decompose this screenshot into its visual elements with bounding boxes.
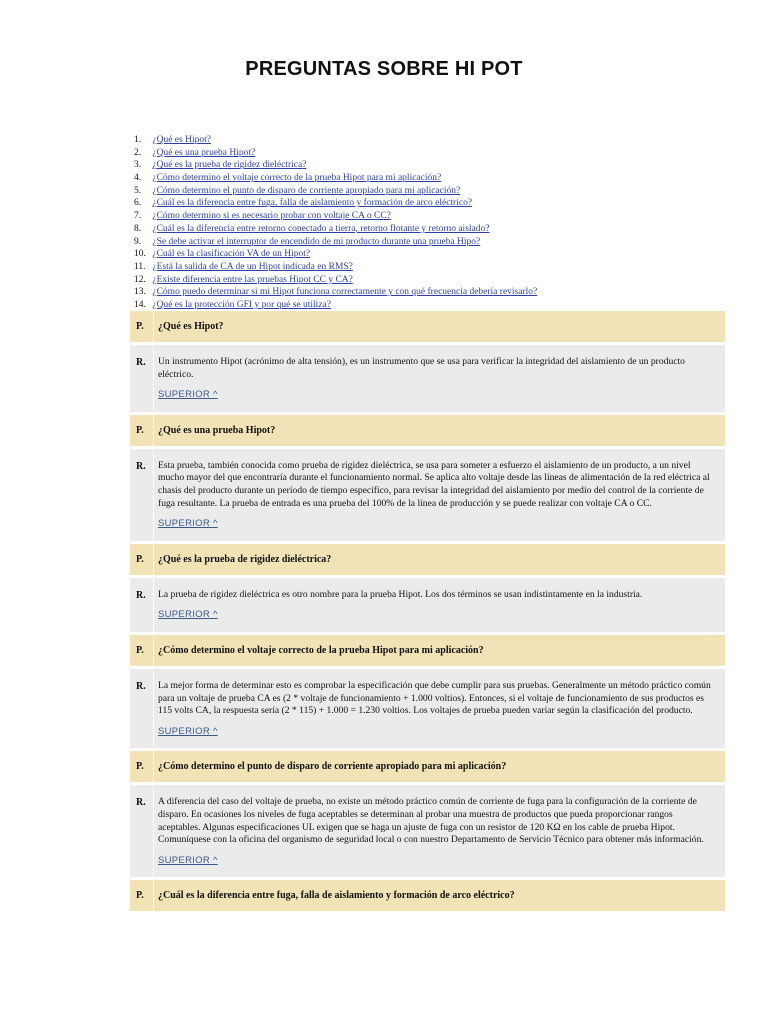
toc-item <box>134 210 734 223</box>
toc-number: 6. <box>134 198 142 209</box>
toc-number: 5. <box>134 185 142 196</box>
toc-number: 12. <box>134 274 146 285</box>
question-text: ¿Qué es Hipot? <box>158 321 224 332</box>
toc-item <box>134 185 734 198</box>
toc-link[interactable]: ¿Qué es la protección GFI y por qué se utiliza? <box>152 299 331 310</box>
toc-item <box>134 286 734 299</box>
answer-text: La mejor forma de determinar esto es comprobar la especificación que debe cumplir para sus pruebas. Generalmente un método práctico común para un voltaje de prueba CA es (2 * voltaje de funcionamiento + 1.000 voltios). Entonces, si el voltaje de funcionamiento de sus productos es 115 volts CA, la respuesta sería (2 * 115) + 1.000 = 1.230 voltios. Los voltajes de prueba pueden variar según la clasificación del producto. <box>158 679 711 717</box>
question-text: ¿Qué es la prueba de rigidez dieléctrica? <box>158 553 332 565</box>
toc-number: 3. <box>134 160 142 171</box>
question-row <box>130 415 725 446</box>
answer-cell <box>154 345 725 412</box>
answer-cell <box>154 449 725 541</box>
answer-label: R. <box>130 345 154 412</box>
toc-number: 7. <box>134 211 142 222</box>
toc-item <box>134 134 734 147</box>
answer-text: A diferencia del caso del voltaje de prueba, no existe un método práctico común de corriente de fuga para la configuración de la corriente de disparo. En ocasiones los niveles de fuga aceptables se determinan al probar una muestra de productos que pueda proporcionar rangos aceptables. Algunas especificaciones UL exigen que se haga un ajuste de fuga con un resistor de 120 KΩ en los cable de prueba Hipot. Comuníquese con la oficina del organismo de seguridad local o con nuestro Departamento de Servicio Técnico para obtener más información. <box>158 796 704 846</box>
question-label: P. <box>130 751 154 782</box>
superior-link[interactable]: SUPERIOR ^ <box>158 725 218 737</box>
answer-row <box>130 345 725 412</box>
answer-row <box>130 669 725 748</box>
question-row <box>130 635 725 666</box>
answer-cell <box>154 578 725 632</box>
toc-link[interactable]: ¿Cómo determino si es necesario probar con voltaje CA o CC? <box>152 211 391 222</box>
superior-link[interactable]: SUPERIOR ^ <box>158 609 218 621</box>
toc-link[interactable]: ¿Cuál es la clasificación VA de un Hipot? <box>152 249 311 260</box>
superior-link[interactable]: SUPERIOR ^ <box>158 854 218 866</box>
question-row <box>130 311 725 342</box>
toc-link[interactable]: ¿Está la salida de CA de un Hipot indicada en RMS? <box>152 261 353 272</box>
table-of-contents <box>134 134 734 312</box>
superior-link[interactable]: SUPERIOR ^ <box>158 389 218 401</box>
toc-item <box>134 261 734 274</box>
answer-text: Esta prueba, también conocida como prueba de rigidez dieléctrica, se usa para someter a esfuerzo el aislamiento de un producto, a un nivel mucho mayor del que encontraría durante el funcionamiento normal. Se aplica alto voltaje desde las líneas de alimentación de la red eléctrica al chasis del producto durante un período de tiempo específico, para revisar la integridad del aislamiento por medio del control de la corriente de fuga resultante. La prueba de entrada es una prueba del 100% de la línea de producción y se puede realizar con voltaje CA o CC. <box>158 459 710 509</box>
question-text: ¿Cuál es la diferencia entre fuga, falla de aislamiento y formación de arco eléctrico? <box>158 890 515 902</box>
answer-label: R. <box>130 578 154 632</box>
toc-link[interactable]: ¿Cómo puedo determinar si mi Hipot funciona correctamente y con qué frecuencia debería revisarlo? <box>152 287 538 298</box>
toc-link[interactable]: ¿Qué es una prueba Hipot? <box>152 147 256 158</box>
question-text: ¿Qué es una prueba Hipot? <box>158 424 276 436</box>
toc-link[interactable]: ¿Qué es Hipot? <box>152 135 211 145</box>
toc-item <box>134 248 734 261</box>
answer-text: La prueba de rigidez dieléctrica es otro nombre para la prueba Hipot. Los dos términos se usan indistintamente en la industria. <box>158 588 643 600</box>
toc-number: 2. <box>134 147 142 158</box>
toc-item <box>134 147 734 160</box>
question-label: P. <box>130 635 154 666</box>
question-row <box>130 880 725 911</box>
question-row <box>130 544 725 575</box>
toc-number: 8. <box>134 223 142 234</box>
toc-link[interactable]: ¿Cuál es la diferencia entre retorno conectado a tierra, retorno flotante y retorno aislado? <box>152 223 490 234</box>
toc-item <box>134 236 734 249</box>
toc-number: 9. <box>134 236 142 247</box>
question-text: ¿Cómo determino el voltaje correcto de la prueba Hipot para mi aplicación? <box>158 644 484 656</box>
answer-row <box>130 578 725 632</box>
toc-item <box>134 299 734 312</box>
toc-number: 1. <box>134 135 142 145</box>
question-label: P. <box>130 880 154 911</box>
toc-link[interactable]: ¿Qué es la prueba de rigidez dieléctrica? <box>152 160 307 171</box>
toc-link[interactable]: ¿Cómo determino el punto de disparo de corriente apropiado para mi aplicación? <box>152 185 461 196</box>
qa-table <box>130 311 725 911</box>
toc-number: 14. <box>134 299 146 310</box>
toc-link[interactable]: ¿Se debe activar el interruptor de encendido de mi producto durante una prueba Hipo? <box>152 236 481 247</box>
toc-number: 10. <box>134 249 146 260</box>
toc-item <box>134 172 734 185</box>
toc-link[interactable]: ¿Existe diferencia entre las pruebas Hipot CC y CA? <box>152 274 353 285</box>
question-row <box>130 751 725 782</box>
answer-row <box>130 785 725 877</box>
toc-number: 4. <box>134 173 142 184</box>
question-label: P. <box>130 415 154 446</box>
toc-item <box>134 274 734 287</box>
answer-label: R. <box>130 669 154 748</box>
answer-row <box>130 449 725 541</box>
toc-item <box>134 159 734 172</box>
answer-label: R. <box>130 449 154 541</box>
question-text: ¿Cómo determino el punto de disparo de corriente apropiado para mi aplicación? <box>158 761 507 773</box>
question-label: P. <box>130 544 154 575</box>
toc-link[interactable]: ¿Cuál es la diferencia entre fuga, falla de aislamiento y formación de arco eléctrico? <box>152 198 473 209</box>
answer-cell <box>154 669 725 748</box>
superior-link[interactable]: SUPERIOR ^ <box>158 518 218 530</box>
question-label: P. <box>130 311 154 342</box>
answer-cell <box>154 785 725 877</box>
toc-item <box>134 197 734 210</box>
toc-link[interactable]: ¿Cómo determino el voltaje correcto de la prueba Hipot para mi aplicación? <box>152 173 442 184</box>
toc-number: 13. <box>134 287 146 298</box>
page-title: PREGUNTAS SOBRE HI POT <box>245 58 523 80</box>
toc-item <box>134 223 734 236</box>
answer-label: R. <box>130 785 154 877</box>
toc-number: 11. <box>134 261 146 272</box>
answer-text: Un instrumento Hipot (acrónimo de alta tensión), es un instrumento que se usa para verificar la integridad del aislamiento de un producto eléctrico. <box>158 356 685 380</box>
